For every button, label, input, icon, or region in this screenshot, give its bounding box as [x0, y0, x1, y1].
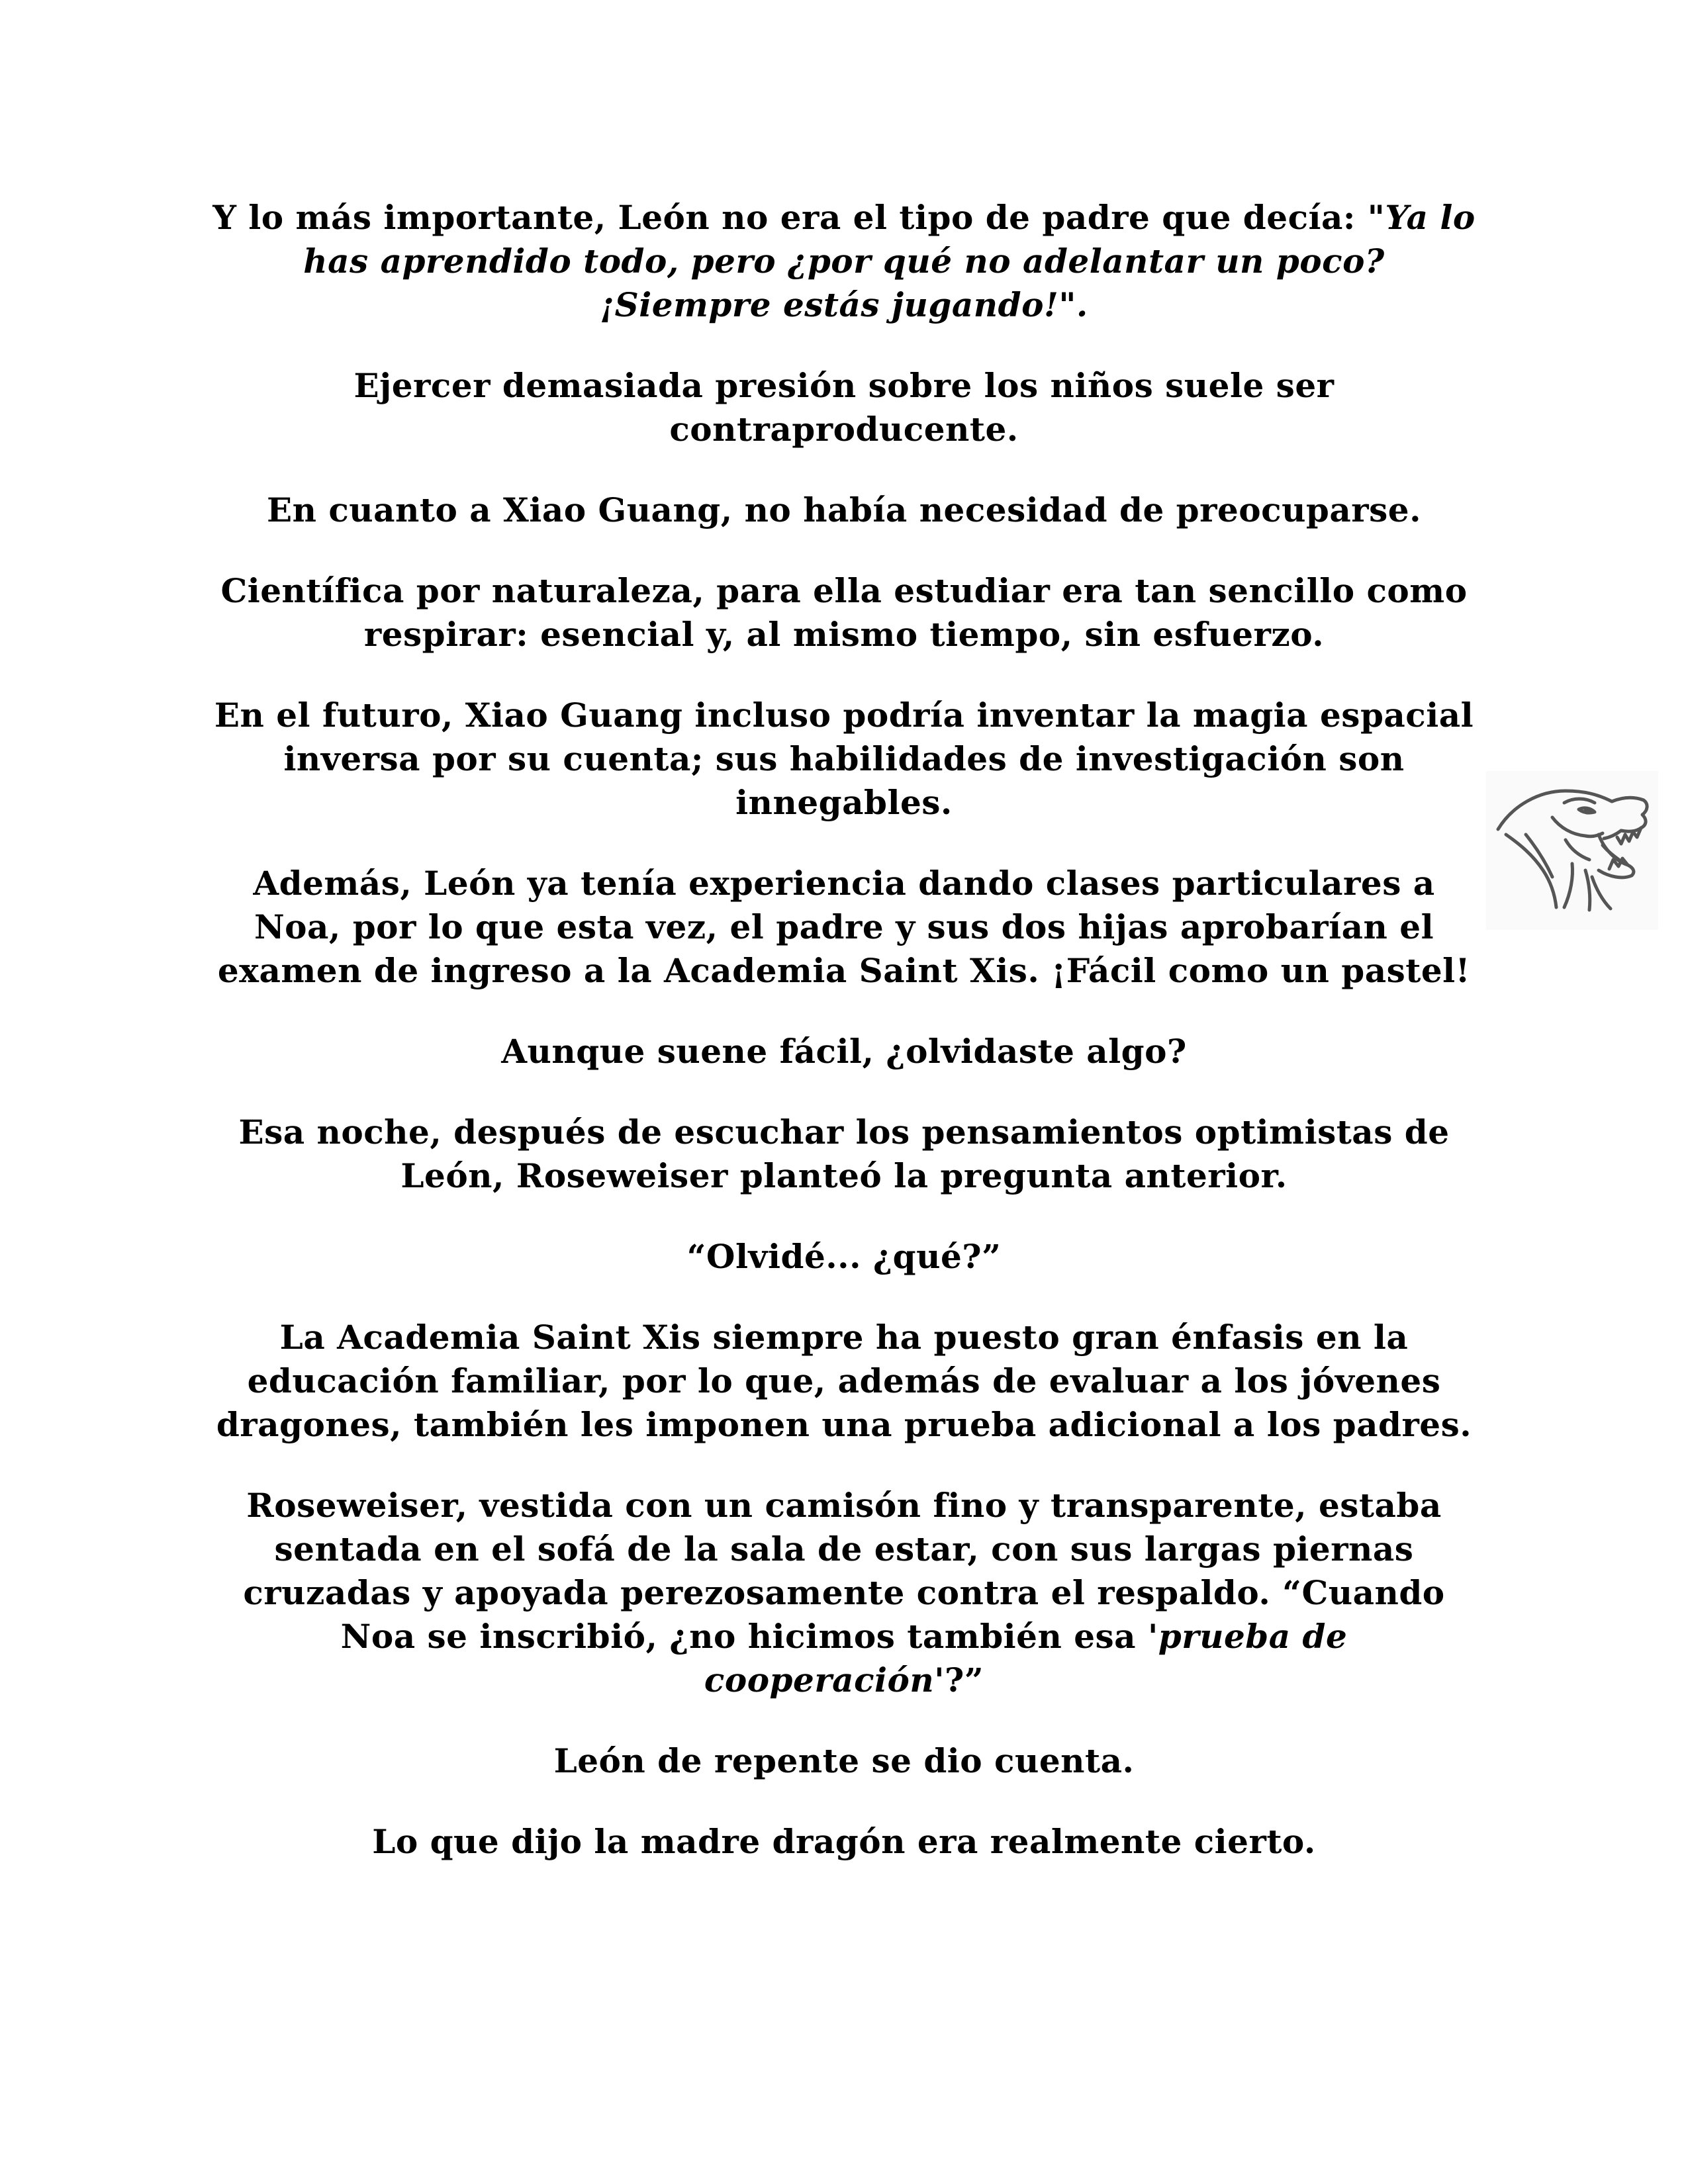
- paragraph-1: [212, 196, 1476, 327]
- paragraph-1-text: Y lo más importante, León no era el tipo de padre que decía:: [212, 198, 1368, 237]
- paragraph-13: Lo que dijo la madre dragón era realmente cierto.: [372, 1822, 1316, 1861]
- paragraph-11-end: ?”: [945, 1661, 984, 1700]
- paragraph-1-quote: "Ya lo has aprendido todo, pero ¿por qué no adelantar un poco? ¡Siempre estás jugando!".: [303, 198, 1476, 324]
- text-column: [212, 196, 1476, 1901]
- paragraph-7: Aunque suene fácil, ¿olvidaste algo?: [501, 1032, 1187, 1071]
- paragraph-9: “Olvidé... ¿qué?”: [686, 1237, 1002, 1276]
- paragraph-5: En el futuro, Xiao Guang incluso podría inventar la magia espacial inversa por su cuenta; sus habilidades de investigación son innegables.: [214, 696, 1474, 822]
- paragraph-8: Esa noche, después de escuchar los pensamientos optimistas de León, Roseweiser planteó la pregunta anterior.: [238, 1113, 1450, 1195]
- paragraph-4: Científica por naturaleza, para ella estudiar era tan sencillo como respirar: esencial y, al mismo tiempo, sin esfuerzo.: [220, 571, 1468, 654]
- paragraph-11: [212, 1484, 1476, 1702]
- paragraph-3: En cuanto a Xiao Guang, no había necesidad de preocuparse.: [266, 490, 1421, 529]
- paragraph-6: Además, León ya tenía experiencia dando clases particulares a Noa, por lo que esta vez, el padre y sus dos hijas aprobarían el examen de ingreso a la Academia Saint Xis. ¡Fácil como un pastel!: [217, 864, 1471, 990]
- dragon-head-icon: [1486, 771, 1658, 930]
- paragraph-10: La Academia Saint Xis siempre ha puesto gran énfasis en la educación familiar, por lo que, además de evaluar a los jóvenes dragones, también les imponen una prueba adicional a los padres.: [216, 1318, 1472, 1444]
- paragraph-11-quote: 'prueba de cooperación': [704, 1617, 1348, 1700]
- paragraph-11-text: Roseweiser, vestida con un camisón fino y transparente, estaba sentada en el sofá de la sala de estar, con sus largas piernas cruzadas y apoyada perezosamente contra el respaldo. “Cuando Noa se inscribió, ¿no hicimos también esa: [243, 1486, 1445, 1656]
- paragraph-12: León de repente se dio cuenta.: [553, 1741, 1135, 1780]
- paragraph-2: Ejercer demasiada presión sobre los niños suele ser contraproducente.: [353, 366, 1335, 449]
